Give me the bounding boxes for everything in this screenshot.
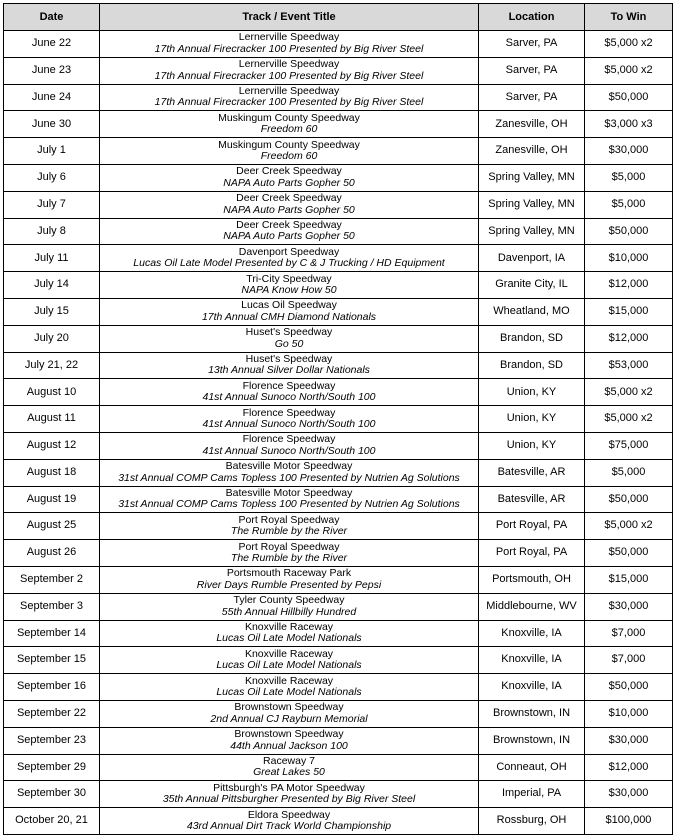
- event-title: Lucas Oil Late Model Nationals: [216, 659, 362, 672]
- track-event-cell: [100, 540, 479, 567]
- event-title: The Rumble by the River: [230, 552, 348, 565]
- track-name: Knoxville Raceway: [244, 647, 334, 660]
- to-win-cell: $7,000: [585, 620, 673, 647]
- track-event-cell: [100, 620, 479, 647]
- table-row: [4, 593, 673, 620]
- table-row: [4, 647, 673, 674]
- to-win-cell: $100,000: [585, 808, 673, 835]
- track-name: Knoxville Raceway: [244, 620, 334, 633]
- schedule-body: [4, 31, 673, 835]
- date-cell: June 22: [4, 31, 100, 58]
- table-row: [4, 111, 673, 138]
- event-title: NAPA Know How 50: [241, 284, 337, 297]
- table-row: [4, 727, 673, 754]
- date-cell: September 30: [4, 781, 100, 808]
- track-name: Brownstown Speedway: [234, 701, 344, 714]
- track-name: Lucas Oil Speedway: [241, 299, 337, 312]
- event-title: 17th Annual Firecracker 100 Presented by Big River Steel: [154, 96, 424, 109]
- table-row: [4, 620, 673, 647]
- to-win-cell: $15,000: [585, 298, 673, 325]
- track-event-cell: [100, 138, 479, 165]
- track-event-cell: [100, 111, 479, 138]
- table-row: [4, 754, 673, 781]
- event-title: NAPA Auto Parts Gopher 50: [223, 176, 355, 189]
- to-win-cell: $30,000: [585, 593, 673, 620]
- event-title: 17th Annual Firecracker 100 Presented by Big River Steel: [154, 69, 424, 82]
- location-cell: Union, KY: [479, 432, 585, 459]
- date-cell: September 15: [4, 647, 100, 674]
- track-event-cell: [100, 727, 479, 754]
- track-name: Portsmouth Raceway Park: [226, 567, 352, 580]
- to-win-cell: $12,000: [585, 325, 673, 352]
- track-event-cell: [100, 459, 479, 486]
- track-name: Deer Creek Speedway: [236, 192, 342, 205]
- to-win-cell: $5,000 x2: [585, 31, 673, 58]
- to-win-cell: $30,000: [585, 727, 673, 754]
- event-title: 17th Annual CMH Diamond Nationals: [201, 310, 377, 323]
- table-row: [4, 31, 673, 58]
- track-event-cell: [100, 31, 479, 58]
- date-cell: July 15: [4, 298, 100, 325]
- to-win-cell: $50,000: [585, 84, 673, 111]
- to-win-cell: $12,000: [585, 754, 673, 781]
- date-cell: June 24: [4, 84, 100, 111]
- track-name: Brownstown Speedway: [234, 728, 344, 741]
- table-row: [4, 513, 673, 540]
- event-title: Lucas Oil Late Model Presented by C & J Trucking / HD Equipment: [133, 257, 445, 270]
- track-event-cell: [100, 191, 479, 218]
- location-cell: Knoxville, IA: [479, 647, 585, 674]
- event-title: NAPA Auto Parts Gopher 50: [223, 203, 355, 216]
- location-cell: Batesville, AR: [479, 459, 585, 486]
- to-win-cell: $5,000: [585, 164, 673, 191]
- track-name: Batesville Motor Speedway: [225, 460, 353, 473]
- to-win-cell: $5,000 x2: [585, 379, 673, 406]
- event-title: River Days Rumble Presented by Pepsi: [196, 578, 382, 591]
- table-row: [4, 674, 673, 701]
- track-event-cell: [100, 272, 479, 299]
- location-cell: Davenport, IA: [479, 245, 585, 272]
- table-row: [4, 164, 673, 191]
- to-win-cell: $5,000: [585, 191, 673, 218]
- date-cell: September 3: [4, 593, 100, 620]
- event-title: 31st Annual COMP Cams Topless 100 Presented by Nutrien Ag Solutions: [118, 498, 460, 511]
- to-win-cell: $30,000: [585, 138, 673, 165]
- to-win-cell: $30,000: [585, 781, 673, 808]
- track-name: Lernerville Speedway: [238, 31, 340, 44]
- location-cell: Spring Valley, MN: [479, 164, 585, 191]
- date-cell: July 11: [4, 245, 100, 272]
- track-event-cell: [100, 432, 479, 459]
- table-row: [4, 540, 673, 567]
- location-cell: Imperial, PA: [479, 781, 585, 808]
- track-name: Port Royal Speedway: [238, 513, 340, 526]
- table-row: [4, 432, 673, 459]
- event-title: 55th Annual Hillbilly Hundred: [221, 605, 357, 618]
- track-event-cell: [100, 513, 479, 540]
- header-row: [4, 4, 673, 31]
- table-row: [4, 298, 673, 325]
- date-cell: October 20, 21: [4, 808, 100, 835]
- location-cell: Sarver, PA: [479, 31, 585, 58]
- track-name: Florence Speedway: [242, 406, 336, 419]
- to-win-cell: $7,000: [585, 647, 673, 674]
- track-event-cell: [100, 593, 479, 620]
- date-cell: July 20: [4, 325, 100, 352]
- date-cell: August 26: [4, 540, 100, 567]
- date-cell: August 12: [4, 432, 100, 459]
- date-cell: August 11: [4, 406, 100, 433]
- header-to-win: To Win: [585, 4, 673, 31]
- date-cell: August 25: [4, 513, 100, 540]
- track-event-cell: [100, 647, 479, 674]
- track-name: Tyler County Speedway: [233, 594, 345, 607]
- track-event-cell: [100, 84, 479, 111]
- to-win-cell: $5,000 x2: [585, 513, 673, 540]
- event-title: 43rd Annual Dirt Track World Championship: [186, 820, 392, 832]
- date-cell: July 14: [4, 272, 100, 299]
- table-row: [4, 352, 673, 379]
- track-name: Lernerville Speedway: [238, 84, 340, 97]
- to-win-cell: $15,000: [585, 566, 673, 593]
- location-cell: Wheatland, MO: [479, 298, 585, 325]
- event-title: 41st Annual Sunoco North/South 100: [202, 391, 376, 404]
- event-title: 17th Annual Firecracker 100 Presented by Big River Steel: [154, 42, 424, 55]
- location-cell: Portsmouth, OH: [479, 566, 585, 593]
- table-row: [4, 245, 673, 272]
- date-cell: September 23: [4, 727, 100, 754]
- track-name: Huset's Speedway: [245, 326, 333, 339]
- location-cell: Zanesville, OH: [479, 138, 585, 165]
- track-name: Lernerville Speedway: [238, 58, 340, 71]
- track-name: Muskingum County Speedway: [218, 111, 360, 124]
- location-cell: Brandon, SD: [479, 325, 585, 352]
- date-cell: July 6: [4, 164, 100, 191]
- date-cell: June 30: [4, 111, 100, 138]
- track-event-cell: [100, 486, 479, 513]
- location-cell: Brandon, SD: [479, 352, 585, 379]
- location-cell: Sarver, PA: [479, 84, 585, 111]
- location-cell: Rossburg, OH: [479, 808, 585, 835]
- date-cell: June 23: [4, 57, 100, 84]
- location-cell: Port Royal, PA: [479, 540, 585, 567]
- track-name: Deer Creek Speedway: [236, 165, 342, 178]
- track-name: Pittsburgh's PA Motor Speedway: [213, 781, 365, 794]
- table-row: [4, 272, 673, 299]
- event-title: Freedom 60: [260, 150, 318, 163]
- location-cell: Spring Valley, MN: [479, 191, 585, 218]
- event-title: NAPA Auto Parts Gopher 50: [223, 230, 355, 243]
- table-row: [4, 459, 673, 486]
- track-event-cell: [100, 700, 479, 727]
- schedule-table: [3, 3, 673, 835]
- date-cell: September 16: [4, 674, 100, 701]
- table-row: [4, 781, 673, 808]
- event-title: Go 50: [274, 337, 304, 350]
- event-title: 35th Annual Pittsburgher Presented by Big River Steel: [162, 793, 416, 806]
- track-name: Florence Speedway: [242, 433, 336, 446]
- track-name: Deer Creek Speedway: [236, 218, 342, 231]
- location-cell: Brownstown, IN: [479, 700, 585, 727]
- date-cell: August 18: [4, 459, 100, 486]
- track-event-cell: [100, 218, 479, 245]
- location-cell: Brownstown, IN: [479, 727, 585, 754]
- track-event-cell: [100, 781, 479, 808]
- table-row: [4, 57, 673, 84]
- event-title: 2nd Annual CJ Rayburn Memorial: [210, 712, 368, 725]
- track-event-cell: [100, 674, 479, 701]
- to-win-cell: $5,000 x2: [585, 406, 673, 433]
- to-win-cell: $10,000: [585, 245, 673, 272]
- to-win-cell: $10,000: [585, 700, 673, 727]
- date-cell: September 22: [4, 700, 100, 727]
- event-title: Freedom 60: [260, 123, 318, 136]
- location-cell: Knoxville, IA: [479, 620, 585, 647]
- date-cell: August 19: [4, 486, 100, 513]
- location-cell: Union, KY: [479, 406, 585, 433]
- track-event-cell: [100, 325, 479, 352]
- track-event-cell: [100, 754, 479, 781]
- table-row: [4, 486, 673, 513]
- track-event-cell: [100, 406, 479, 433]
- location-cell: Union, KY: [479, 379, 585, 406]
- date-cell: July 7: [4, 191, 100, 218]
- location-cell: Granite City, IL: [479, 272, 585, 299]
- event-title: Great Lakes 50: [253, 766, 325, 779]
- date-cell: July 21, 22: [4, 352, 100, 379]
- date-cell: September 2: [4, 566, 100, 593]
- track-name: Port Royal Speedway: [238, 540, 340, 553]
- track-name: Davenport Speedway: [238, 245, 340, 258]
- track-name: Batesville Motor Speedway: [225, 486, 353, 499]
- to-win-cell: $75,000: [585, 432, 673, 459]
- event-title: 41st Annual Sunoco North/South 100: [202, 418, 376, 431]
- location-cell: Conneaut, OH: [479, 754, 585, 781]
- to-win-cell: $50,000: [585, 674, 673, 701]
- location-cell: Sarver, PA: [479, 57, 585, 84]
- location-cell: Knoxville, IA: [479, 674, 585, 701]
- to-win-cell: $53,000: [585, 352, 673, 379]
- to-win-cell: $50,000: [585, 540, 673, 567]
- event-title: Lucas Oil Late Model Nationals: [216, 686, 362, 699]
- track-name: Eldora Speedway: [247, 808, 331, 821]
- table-row: [4, 218, 673, 245]
- event-title: The Rumble by the River: [230, 525, 348, 538]
- date-cell: July 8: [4, 218, 100, 245]
- track-event-cell: [100, 379, 479, 406]
- table-row: [4, 700, 673, 727]
- table-row: [4, 406, 673, 433]
- track-event-cell: [100, 57, 479, 84]
- track-name: Tri-City Speedway: [246, 272, 332, 285]
- location-cell: Middlebourne, WV: [479, 593, 585, 620]
- location-cell: Port Royal, PA: [479, 513, 585, 540]
- date-cell: July 1: [4, 138, 100, 165]
- to-win-cell: $5,000 x2: [585, 57, 673, 84]
- table-row: [4, 379, 673, 406]
- table-row: [4, 84, 673, 111]
- to-win-cell: $50,000: [585, 218, 673, 245]
- track-event-cell: [100, 566, 479, 593]
- track-name: Raceway 7: [263, 754, 315, 767]
- to-win-cell: $3,000 x3: [585, 111, 673, 138]
- location-cell: Zanesville, OH: [479, 111, 585, 138]
- date-cell: August 10: [4, 379, 100, 406]
- track-event-cell: [100, 245, 479, 272]
- header-location: Location: [479, 4, 585, 31]
- event-title: 41st Annual Sunoco North/South 100: [202, 444, 376, 457]
- track-event-cell: [100, 298, 479, 325]
- date-cell: September 29: [4, 754, 100, 781]
- to-win-cell: $5,000: [585, 459, 673, 486]
- header-date: Date: [4, 4, 100, 31]
- track-name: Huset's Speedway: [245, 352, 333, 365]
- track-name: Muskingum County Speedway: [218, 138, 360, 151]
- track-event-cell: [100, 352, 479, 379]
- table-row: [4, 325, 673, 352]
- event-title: 31st Annual COMP Cams Topless 100 Presented by Nutrien Ag Solutions: [118, 471, 460, 484]
- track-name: Florence Speedway: [242, 379, 336, 392]
- track-event-cell: [100, 164, 479, 191]
- location-cell: Batesville, AR: [479, 486, 585, 513]
- event-title: Lucas Oil Late Model Nationals: [216, 632, 362, 645]
- to-win-cell: $12,000: [585, 272, 673, 299]
- table-row: [4, 191, 673, 218]
- event-title: 13th Annual Silver Dollar Nationals: [208, 364, 370, 377]
- header-track-event-title: Track / Event Title: [100, 4, 479, 31]
- date-cell: September 14: [4, 620, 100, 647]
- location-cell: Spring Valley, MN: [479, 218, 585, 245]
- track-name: Knoxville Raceway: [244, 674, 334, 687]
- to-win-cell: $50,000: [585, 486, 673, 513]
- table-row: [4, 808, 673, 835]
- track-event-cell: [100, 808, 479, 835]
- table-row: [4, 138, 673, 165]
- event-title: 44th Annual Jackson 100: [230, 739, 348, 752]
- table-row: [4, 566, 673, 593]
